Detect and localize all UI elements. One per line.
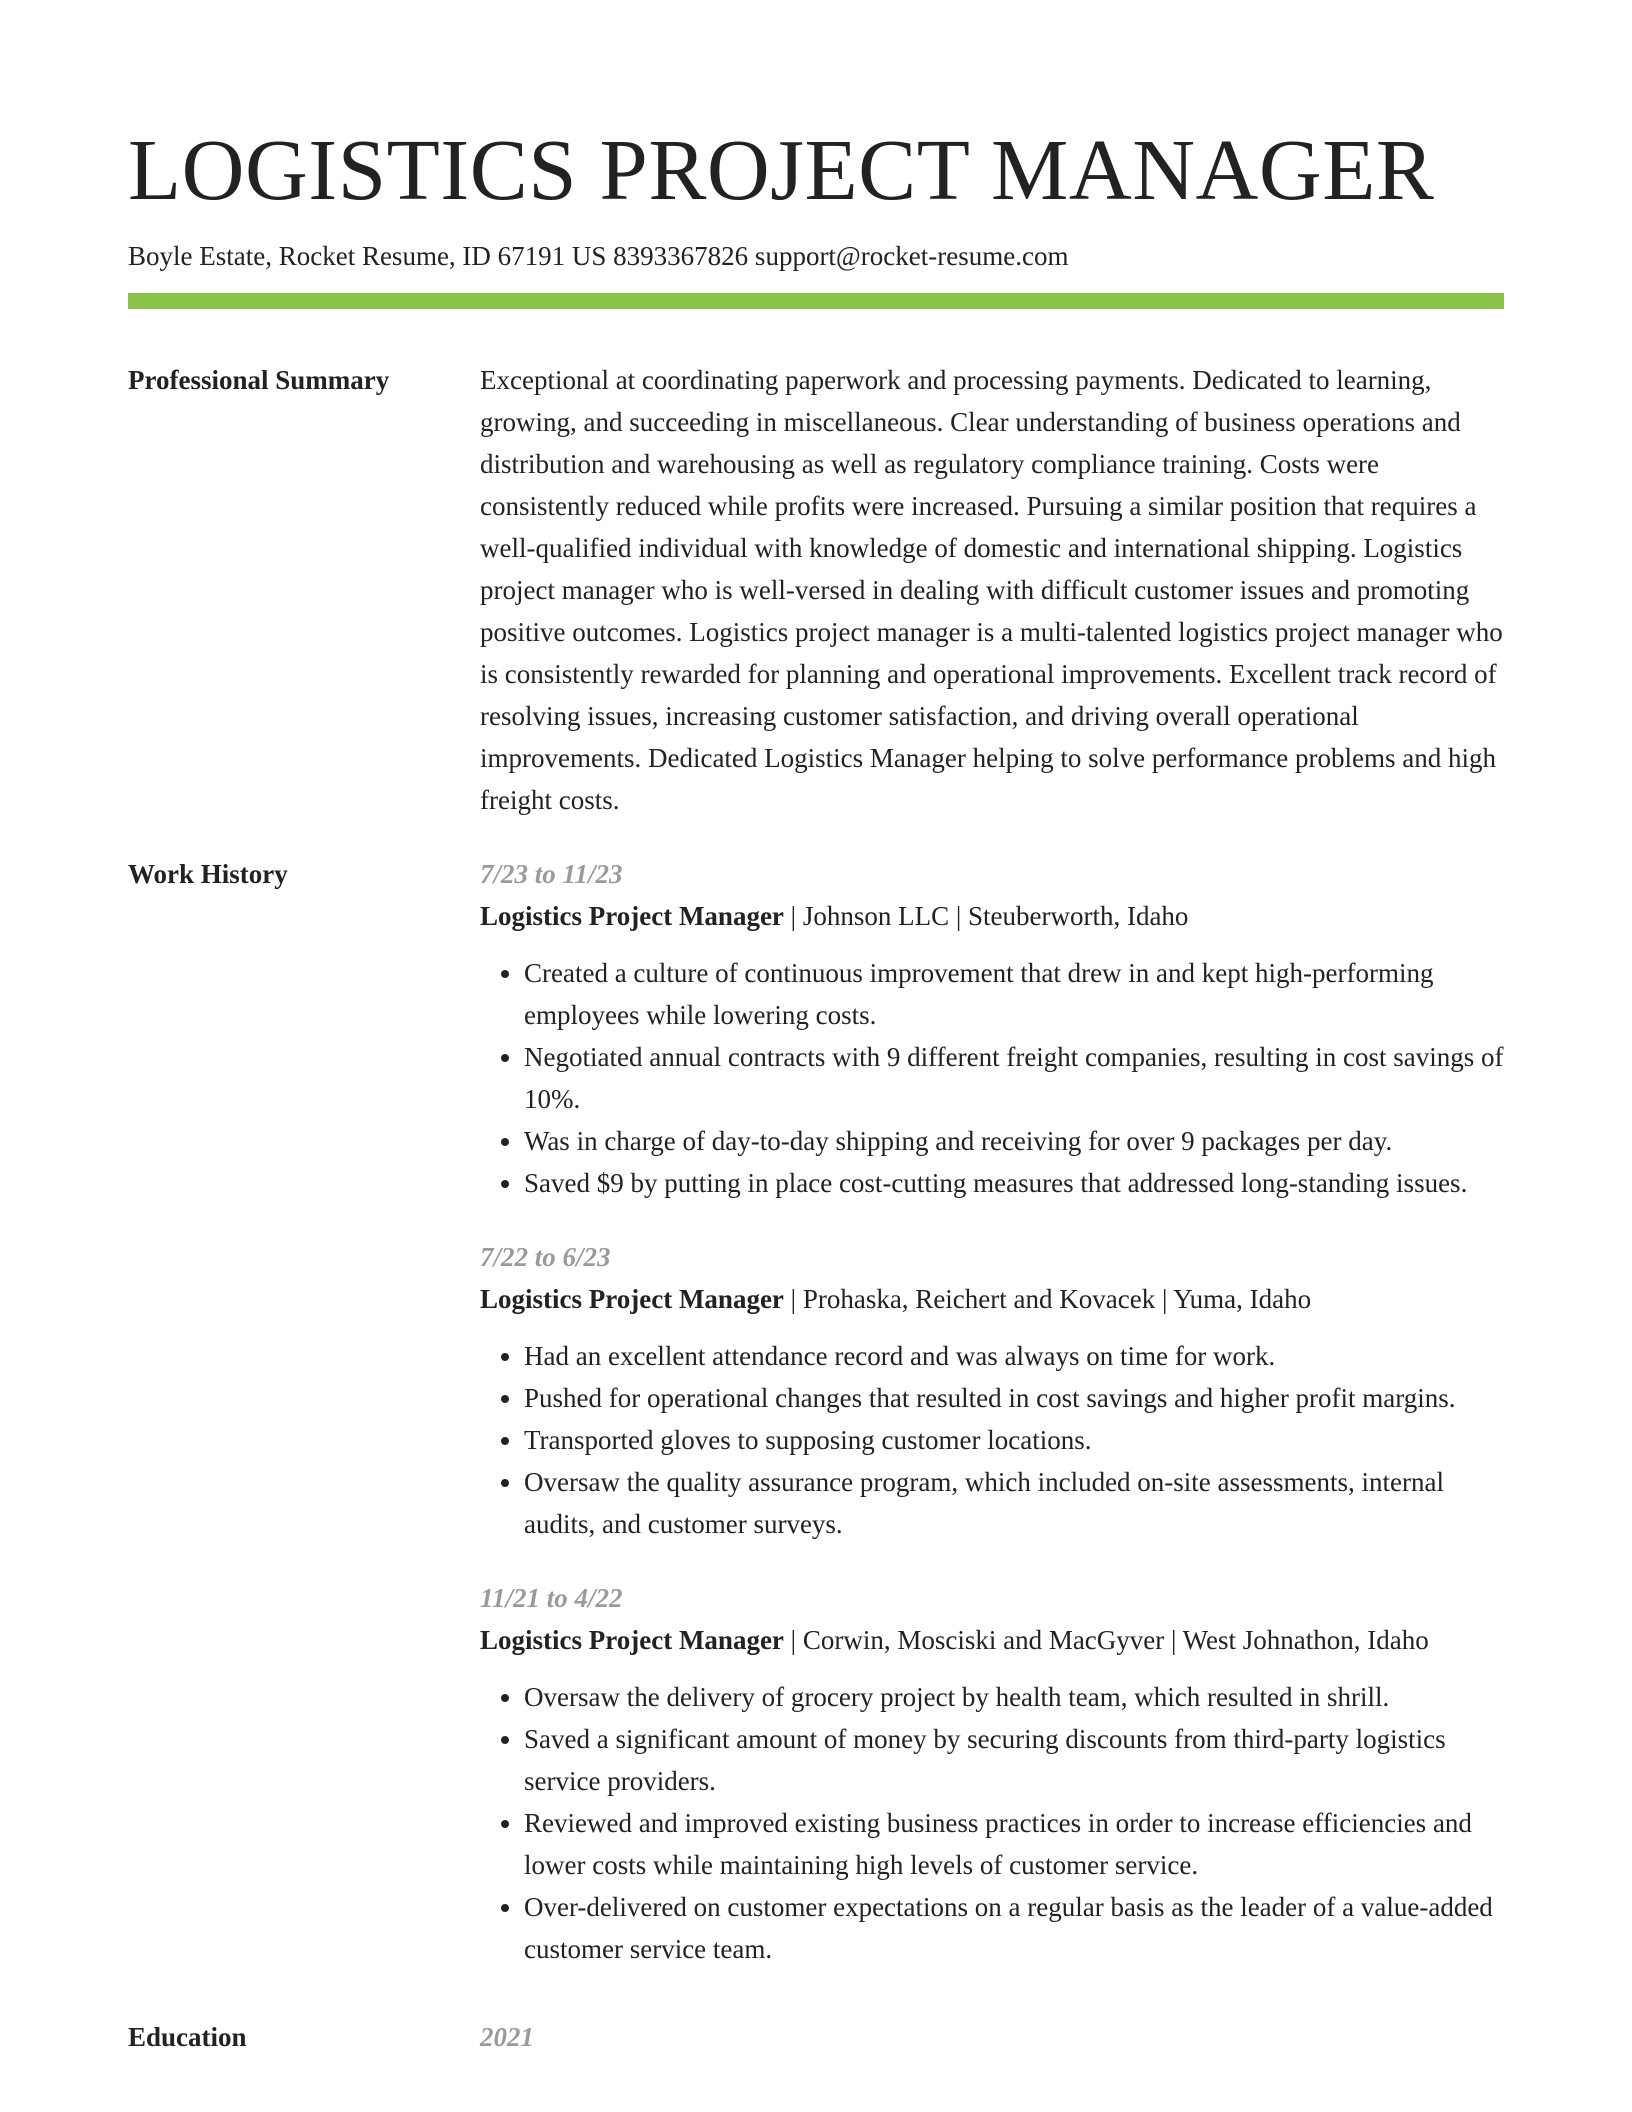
job-heading (480, 1619, 1504, 1661)
contact-info: Boyle Estate, Rocket Resume, ID 67191 US 8393367826 support@rocket-resume.com (128, 241, 1069, 271)
summary-text: Exceptional at coordinating paperwork and processing payments. Dedicated to learning, growing, and succeeding in miscellaneous. Clear understanding of business operations and distribution and warehousing as well as regulatory compliance training. Costs were consistently reduced while profits were increased. Pursuing a similar position that requires a well-qualified individual with knowledge of domestic and international shipping. Logistics project manager who is well-versed in dealing with difficult customer issues and promoting positive outcomes. Logistics project manager is a multi-talented logistics project manager who is consistently rewarded for planning and operational improvements. Excellent track record of resolving issues, increasing customer satisfaction, and driving overall operational improvements. Dedicated Logistics Manager helping to solve performance problems and high freight costs. (480, 365, 1503, 815)
job-bullet: • Oversaw the quality assurance program, which included on-site assessments, internal audits, and customer surveys. (524, 1461, 1504, 1545)
work-history-body (480, 853, 1504, 2002)
job-bullet: • Over-delivered on customer expectations on a regular basis as the leader of a value-added customer service team. (524, 1886, 1504, 1970)
job-bullet: • Was in charge of day-to-day shipping and receiving for over 9 packages per day. (524, 1120, 1504, 1162)
job-bullets (480, 1335, 1504, 1545)
job-dates: 7/23 to 11/23 (480, 859, 623, 889)
resume-title: LOGISTICS PROJECT MANAGER (128, 121, 1435, 218)
job-entry (480, 1577, 1504, 1970)
job-title: Logistics Project Manager (480, 1625, 784, 1655)
job-bullets (480, 1676, 1504, 1970)
job-details: | Johnson LLC | Steuberworth, Idaho (783, 901, 1189, 931)
professional-summary-section (128, 359, 1504, 821)
accent-divider (128, 293, 1504, 309)
job-title: Logistics Project Manager (480, 1284, 784, 1314)
job-bullet: • Pushed for operational changes that resulted in cost savings and higher profit margins. (524, 1377, 1504, 1419)
job-heading (480, 1278, 1504, 1320)
section-label-education: Education (128, 2022, 247, 2052)
section-label-work-history: Work History (128, 859, 288, 889)
job-bullet: • Transported gloves to supposing customer locations. (524, 1419, 1504, 1461)
job-details: | Prohaska, Reichert and Kovacek | Yuma, Idaho (783, 1284, 1312, 1314)
job-title: Logistics Project Manager (480, 901, 784, 931)
education-year: 2021 (480, 2022, 534, 2052)
section-label-summary: Professional Summary (128, 365, 390, 395)
job-entry (480, 853, 1504, 1204)
job-bullets (480, 952, 1504, 1204)
job-dates: 11/21 to 4/22 (480, 1583, 623, 1613)
job-bullet: • Oversaw the delivery of grocery project by health team, which resulted in shrill. (524, 1676, 1504, 1718)
job-bullet: • Negotiated annual contracts with 9 different freight companies, resulting in cost savings of 10%. (524, 1036, 1504, 1120)
resume-page (128, 0, 1504, 2058)
education-body (480, 2016, 1504, 2058)
job-bullet: • Created a culture of continuous improvement that drew in and kept high-performing employees while lowering costs. (524, 952, 1504, 1036)
job-bullet: • Had an excellent attendance record and was always on time for work. (524, 1335, 1504, 1377)
job-details: | Corwin, Mosciski and MacGyver | West Johnathon, Idaho (783, 1625, 1429, 1655)
job-bullet: • Saved a significant amount of money by securing discounts from third-party logistics service providers. (524, 1718, 1504, 1802)
work-history-section (128, 853, 1504, 2002)
job-bullet: • Reviewed and improved existing business practices in order to increase efficiencies and lower costs while maintaining high levels of customer service. (524, 1802, 1504, 1886)
job-heading (480, 895, 1504, 937)
summary-body (480, 359, 1504, 821)
education-section (128, 2016, 1504, 2058)
job-entry (480, 1236, 1504, 1545)
job-dates: 7/22 to 6/23 (480, 1242, 611, 1272)
job-bullet: • Saved $9 by putting in place cost-cutting measures that addressed long-standing issues. (524, 1162, 1504, 1204)
